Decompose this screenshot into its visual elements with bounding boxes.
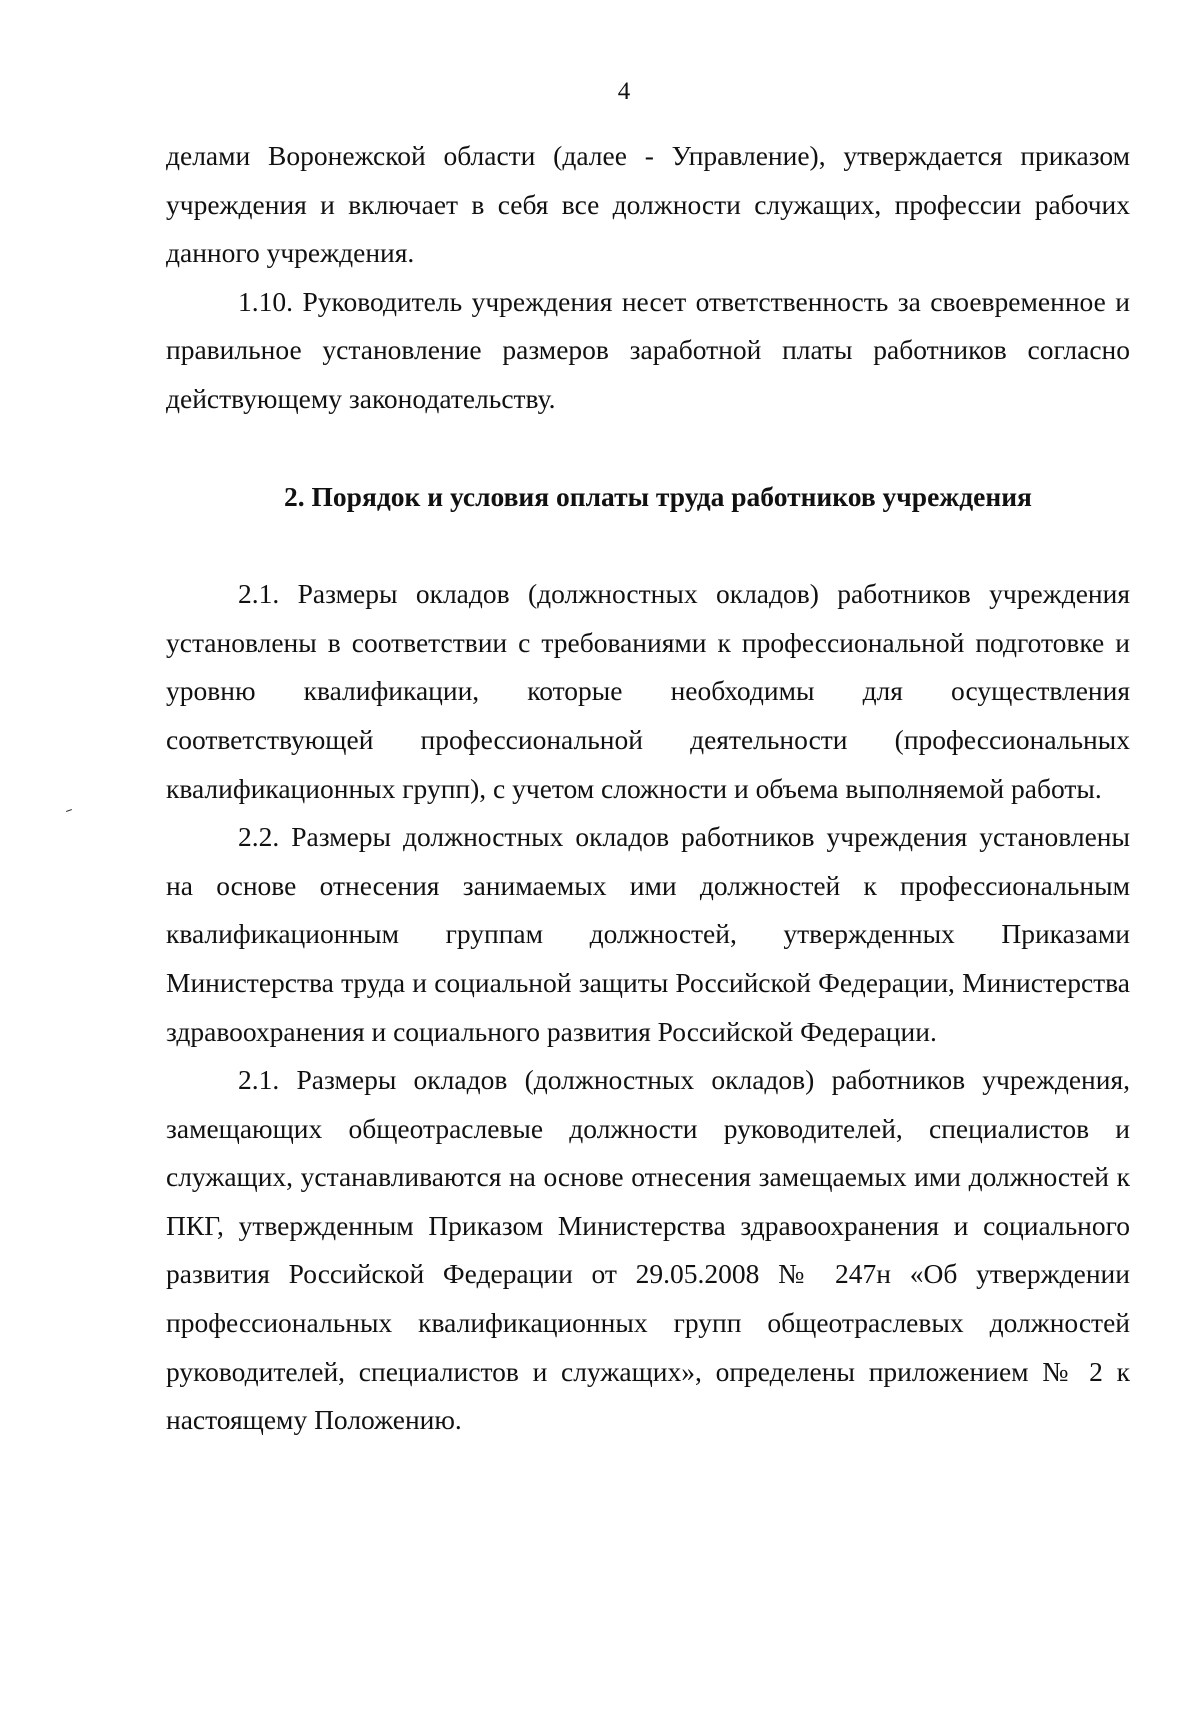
spacer xyxy=(166,521,1130,570)
page-number: 4 xyxy=(617,78,631,105)
paragraph-2-1-repeat: 2.1. Размеры окладов (должностных окладов) работников учреждения, замещающих общеотраслевые должности руководителей, специалистов и служащих, устанавливаются на основе отнесения замещаемых ими должностей к ПКГ, утвержденным Приказом Министерства здравоохранения и социального развития Российской Федерации от 29.05.2008 № 247н «Об утверждении профессиональных квалификационных групп общеотраслевых должностей руководителей, специалистов и служащих», определены приложением № 2 к настоящему Положению. xyxy=(166,1064,1130,1436)
paragraph-1-10: 1.10. Руководитель учреждения несет ответственность за своевременное и правильное установление размеров заработной платы работников согласно действующему законодательству. xyxy=(166,285,1130,414)
paragraph-2-1: 2.1. Размеры окладов (должностных окладов) работников учреждения установлены в соответствии с требованиями к профессиональной подготовке и уровню квалификации, которые необходимы для осуществления соответствующей профессиональной деятельности (профессиональных квалификационных групп), с учетом сложности и объема выполняемой работы. xyxy=(166,578,1130,804)
paragraph-2-2: 2.2. Размеры должностных окладов работников учреждения установлены на основе отнесения занимаемых ими должностей к профессиональным квалификационным группам должностей, утвержденных Приказами Министерства труда и социальной защиты Российской Федерации, Министерства здравоохранения и социального развития Российской Федерации. xyxy=(166,821,1130,1047)
scan-artifact-mark xyxy=(66,809,72,812)
document-body xyxy=(166,132,1130,1445)
section-heading: 2. Порядок и условия оплаты труда работников учреждения xyxy=(284,480,1032,512)
paragraph-continuation: делами Воронежской области (далее - Управление), утверждается приказом учреждения и включает в себя все должности служащих, профессии рабочих данного учреждения. xyxy=(166,140,1130,269)
spacer xyxy=(166,424,1130,473)
